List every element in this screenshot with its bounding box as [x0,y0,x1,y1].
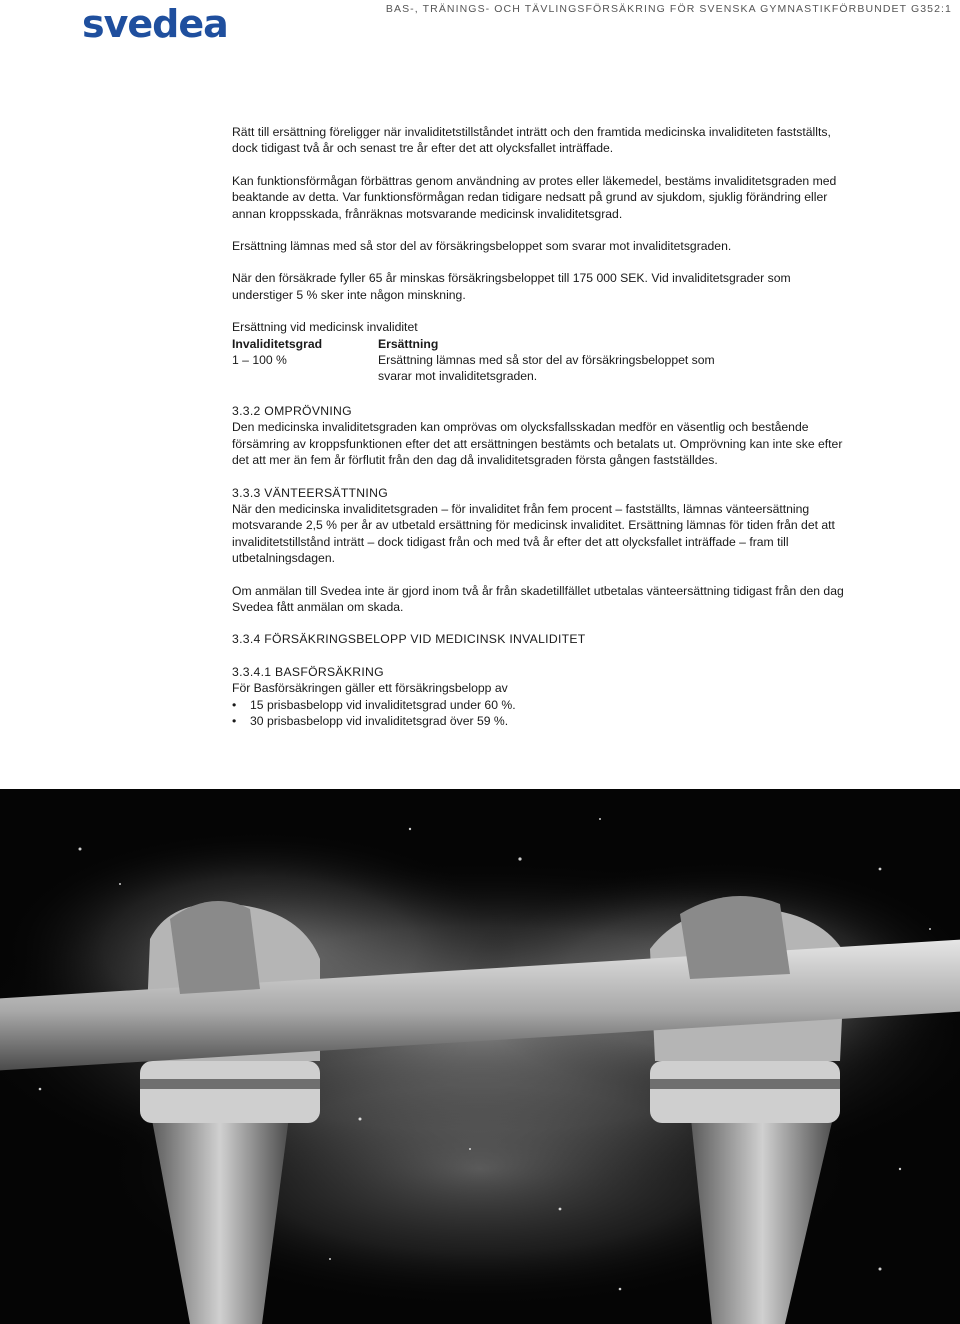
list-item: • 30 prisbasbelopp vid invaliditetsgrad över 59 %. [232,713,852,729]
paragraph: När den försäkrade fyller 65 år minskas försäkringsbeloppet till 175 000 SEK. Vid invaliditetsgrader som understiger 5 % sker inte någon minskning. [232,271,791,302]
table-cell-grade: 1 – 100 % [232,353,287,368]
table-header-compensation: Ersättning [378,336,439,351]
table-header [232,336,852,352]
svedea-logo: svedea [82,2,228,46]
list-item: • 15 prisbasbelopp vid invaliditetsgrad under 60 %. [232,697,852,713]
section-heading-3-3-4: 3.3.4 FÖRSÄKRINGSBELOPP VID MEDICINSK INVALIDITET [232,632,586,647]
bullet-list [232,697,852,730]
table-caption: Ersättning vid medicinsk invaliditet [232,320,418,335]
table-header-grade: Invaliditetsgrad [232,336,323,351]
paragraph: När den medicinska invaliditetsgraden – för invaliditet från fem procent – fastställts, lämnas vänteersättning motsvarande 2,5 % per år av utbetald ersättning för medicinsk invaliditet. Ersättning lämnas för tiden från det att invaliditetstillstånd inträtt – dock tidigast från och med två år efter det att olycksfallet inträffade – fram till utbetalningsdagen. [232,501,835,566]
section-heading-3-3-2: 3.3.2 OMPRÖVNING [232,403,352,418]
gymnast-hands-on-bar-photo [0,789,960,1324]
paragraph: Kan funktionsförmågan förbättras genom användning av protes eller läkemedel, bestäms invaliditetsgraden med beaktande av detta. Var funktionsförmågan redan tidigare nedsatt på grund av sjukdom, sjuklig förändring eller annan kroppsskada, frånräknas motsvarande medicinsk invaliditetsgrad. [232,173,837,221]
paragraph: Ersättning lämnas med så stor del av försäkringsbeloppet som svarar mot invaliditetsgraden. [232,239,732,254]
paragraph: Den medicinska invaliditetsgraden kan omprövas om olycksfallsskadan medför en väsentlig och bestående försämring av kroppsfunktionen efter det att ersättningen bestämts och betalats ut. Omprövning kan inte ske efter det att mer än fem år förflutit från den dag då invaliditetsgraden första gången fastställdes. [232,420,843,468]
compensation-table [232,319,852,385]
section-heading-3-3-4-1: 3.3.4.1 BASFÖRSÄKRING [232,664,384,679]
paragraph: Om anmälan till Svedea inte är gjord inom två år från skadetillfället utbetalas vänteersättning tidigast från den dag Svedea fått anmälan om skada. [232,583,844,614]
document-body [232,124,852,729]
paragraph: Rätt till ersättning föreligger när invaliditetstillståndet inträtt och den framtida medicinska invaliditeten fastställts, dock tidigast två år och senast tre år efter det att olycksfallet inträffade. [232,125,831,156]
paragraph: För Basförsäkringen gäller ett försäkringsbelopp av [232,681,508,696]
header-title: BAS-, TRÄNINGS- OCH TÄVLINGSFÖRSÄKRING FÖR SVENSKA GYMNASTIKFÖRBUNDET G352:1 [385,3,952,15]
table-cell-compensation: Ersättning lämnas med så stor del av försäkringsbeloppet som svarar mot invaliditetsgraden. [378,353,715,384]
photo-illustration [0,789,960,1324]
section-heading-3-3-3: 3.3.3 VÄNTEERSÄTTNING [232,485,388,500]
table-row [232,352,852,385]
